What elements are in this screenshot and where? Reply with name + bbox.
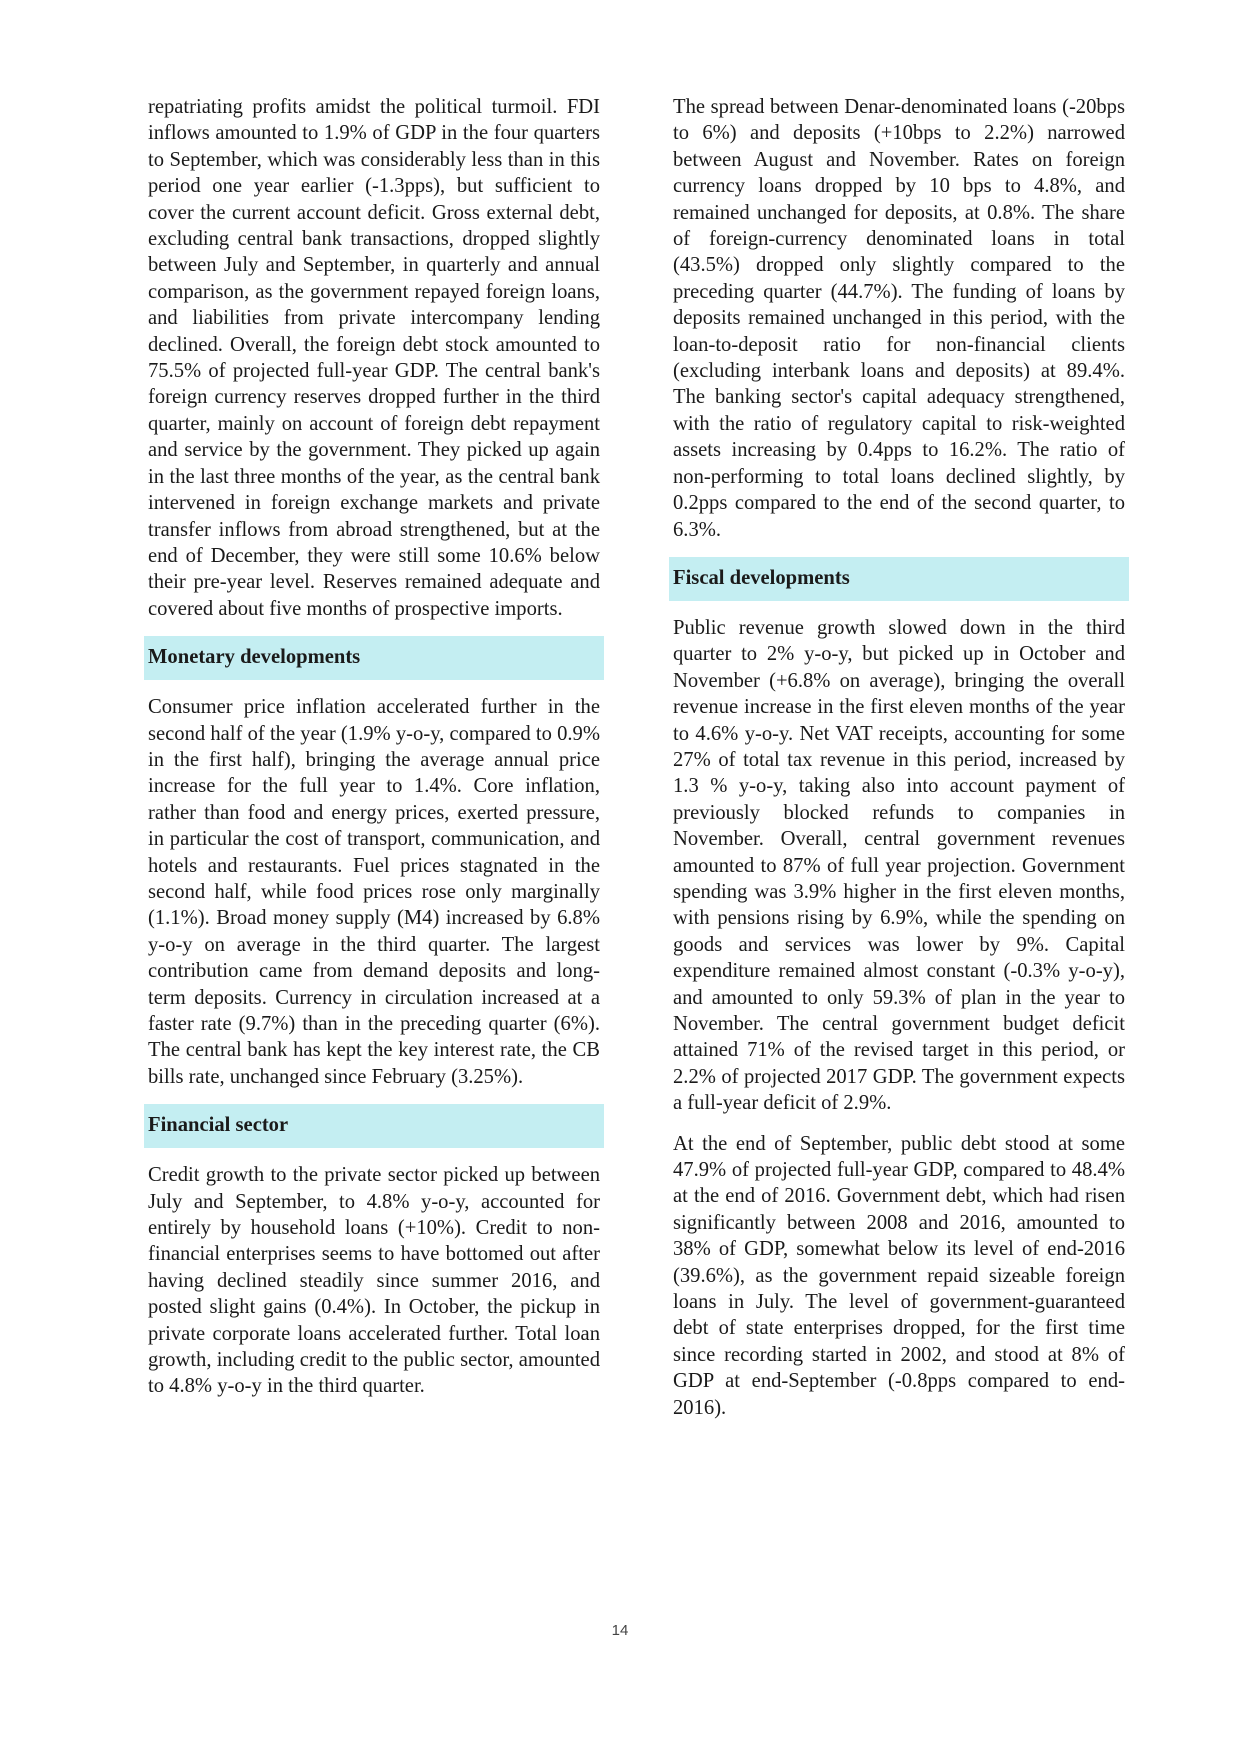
- paragraph-fiscal-revenue-spending: Public revenue growth slowed down in the third quarter to 2% y-o-y, but picked up in October and November (+6.8% on average), bringing the overall revenue increase in the first eleven months of the year to 4.6% y-o-y. Net VAT receipts, accounting for some 27% of total tax revenue in this period, increased by 1.3 % y-o-y, taking also into account payment of previously blocked refunds to companies in November. Overall, central government revenues amounted to 87% of full year projection. Government spending was 3.9% higher in the first eleven months, with pensions rising by 6.9%, while the spending on goods and services was lower by 9%. Capital expenditure remained almost constant (-0.3% y-o-y), and amounted to only 59.3% of plan in the year to November. The central government budget deficit attained 71% of the revised target in this period, or 2.2% of projected 2017 GDP. The government expects a full-year deficit of 2.9%.: [673, 616, 1125, 1115]
- left-column: [148, 94, 600, 1414]
- heading-financial-sector: Financial sector: [144, 1104, 604, 1148]
- right-column: [673, 94, 1125, 1435]
- heading-monetary-developments: Monetary developments: [144, 636, 604, 680]
- paragraph-financial-sector: Credit growth to the private sector picked up between July and September, to 4.8% y-o-y, accounted for entirely by household loans (+10%). Credit to non-financial enterprises seems to have bottomed out after having declined steadily since summer 2016, and posted slight gains (0.4%). In October, the pickup in private corporate loans accelerated further. Total loan growth, including credit to the public sector, amounted to 4.8% y-o-y in the third quarter.: [148, 1164, 600, 1398]
- heading-fiscal-developments: Fiscal developments: [669, 557, 1129, 601]
- paragraph-external-sector: repatriating profits amidst the political turmoil. FDI inflows amounted to 1.9% of GDP in the four quarters to September, which was considerably less than in this period one year earlier (-1.3pps), but sufficient to cover the current account deficit. Gross external debt, excluding central bank transactions, dropped slightly between July and September, in quarterly and annual comparison, as the government repayed foreign loans, and liabilities from private intercompany lending declined. Overall, the foreign debt stock amounted to 75.5% of projected full-year GDP. The central bank's foreign currency reserves dropped further in the third quarter, mainly on account of foreign debt repayment and service by the government. They picked up again in the last three months of the year, as the central bank intervened in foreign exchange markets and private transfer inflows from abroad strengthened, but at the end of December, they were still some 10.6% below their pre-year level. Reserves remained adequate and covered about five months of prospective imports.: [148, 96, 600, 620]
- paragraph-monetary-developments: Consumer price inflation accelerated further in the second half of the year (1.9% y-o-y, compared to 0.9% in the first half), bringing the average annual price increase for the full year to 1.4%. Core inflation, rather than food and energy prices, exerted pressure, in particular the cost of transport, communication, and hotels and restaurants. Fuel prices stagnated in the second half, while food prices rose only marginally (1.1%). Broad money supply (M4) increased by 6.8% y-o-y on average in the third quarter. The largest contribution came from demand deposits and long-term deposits. Currency in circulation increased at a faster rate (9.7%) than in the preceding quarter (6%). The central bank has kept the key interest rate, the CB bills rate, unchanged since February (3.25%).: [148, 696, 600, 1088]
- paragraph-public-debt: At the end of September, public debt stood at some 47.9% of projected full-year GDP, compared to 48.4% at the end of 2016. Government debt, which had risen significantly between 2008 and 2016, amounted to 38% of GDP, somewhat below its level of end-2016 (39.6%), as the government repaid sizeable foreign loans in July. The level of government-guaranteed debt of state enterprises dropped, for the first time since recording started in 2002, and stood at 8% of GDP at end-September (-0.8pps compared to end-2016).: [673, 1132, 1125, 1419]
- page-number: 14: [611, 1622, 629, 1639]
- paragraph-interest-rate-spread: The spread between Denar-denominated loans (-20bps to 6%) and deposits (+10bps to 2.2%) narrowed between August and November. Rates on foreign currency loans dropped by 10 bps to 4.8%, and remained unchanged for deposits, at 0.8%. The share of foreign-currency denominated loans in total (43.5%) dropped only slightly compared to the preceding quarter (44.7%). The funding of loans by deposits remained unchanged in this period, with the loan-to-deposit ratio for non-financial clients (excluding interbank loans and deposits) at 89.4%. The banking sector's capital adequacy strengthened, with the ratio of regulatory capital to risk-weighted assets increasing by 0.4pps to 16.2%. The ratio of non-performing to total loans declined slightly, by 0.2pps compared to the end of the second quarter, to 6.3%.: [673, 96, 1125, 541]
